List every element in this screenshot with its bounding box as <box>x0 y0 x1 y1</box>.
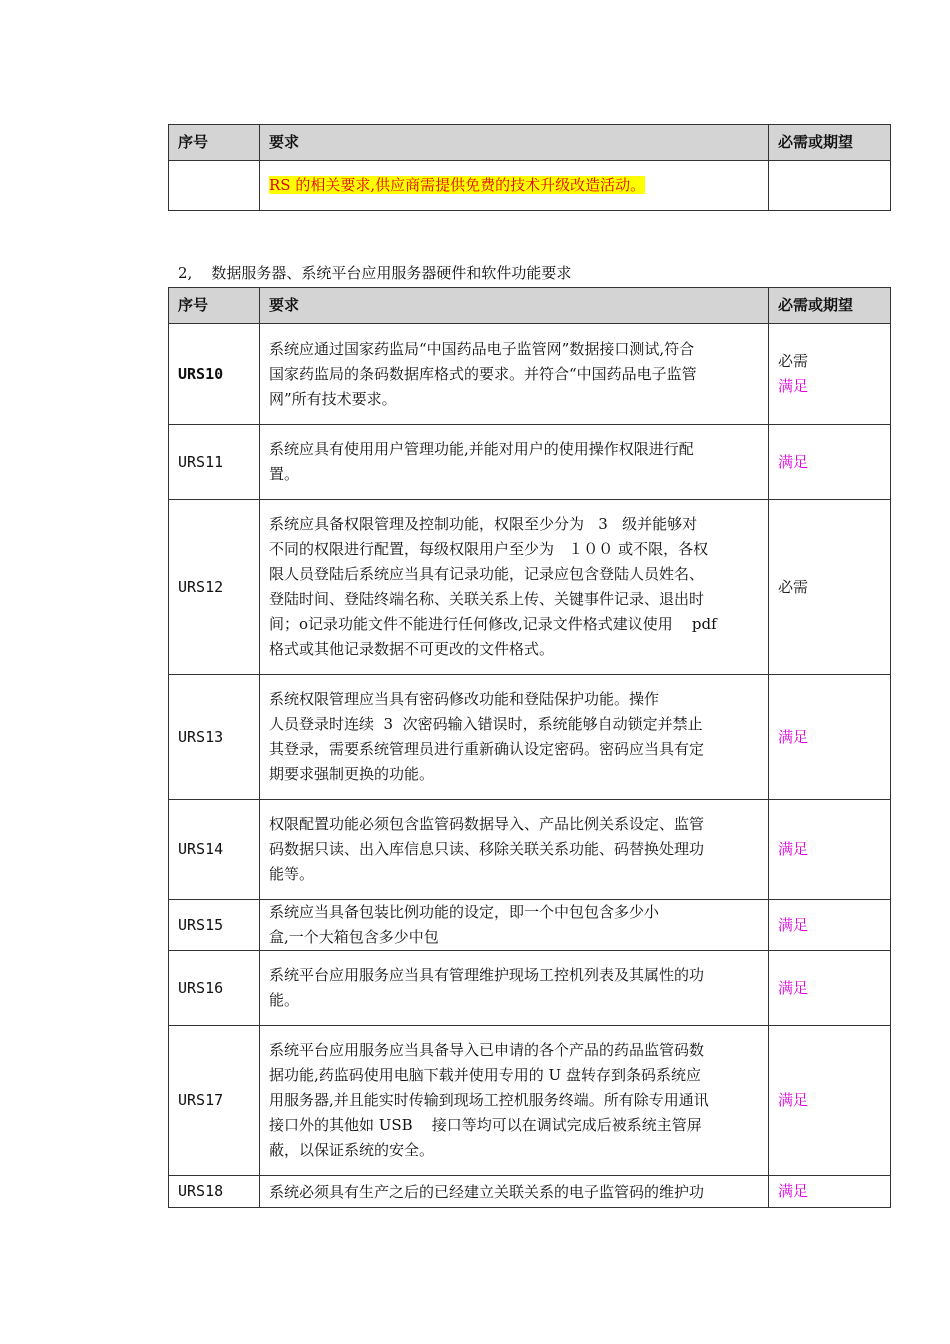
row-id <box>169 161 260 211</box>
row-id: URS17 <box>169 1026 260 1176</box>
table-header-row <box>169 125 891 161</box>
requirement-line: 系统必须具有生产之后的已经建立关联关系的电子监管码的维护功 <box>269 1183 705 1201</box>
requirement-line: 系统平台应用服务应当具备导入已申请的各个产品的药品监管码数 <box>269 1041 705 1059</box>
requirement-line: 接口外的其他如 USB 接口等均可以在调试完成后被系统主管屏 <box>269 1116 702 1134</box>
header-serial: 序号 <box>169 125 260 161</box>
row-id: URS15 <box>169 900 260 951</box>
status-text: 满足 <box>769 800 891 900</box>
requirement-line: 限人员登陆后系统应当具有记录功能，记录应包含登陆人员姓名、 <box>269 565 705 583</box>
row-id: URS12 <box>169 500 260 675</box>
requirement-line: 蔽，以保证系统的安全。 <box>269 1141 435 1159</box>
requirement-line: 间；o记录功能文件不能进行任何修改,记录文件格式建议使用 pdf <box>269 615 717 633</box>
status-text: 满足 <box>769 951 891 1026</box>
requirement-line: 系统平台应用服务应当具有管理维护现场工控机列表及其属性的功 <box>269 966 705 984</box>
row-requirement <box>260 951 769 1026</box>
table-header-row <box>169 288 891 324</box>
table-row <box>169 675 891 800</box>
table-row <box>169 1026 891 1176</box>
requirement-line: 置。 <box>269 465 300 483</box>
requirements-table-top <box>168 124 891 211</box>
requirement-line: 能等。 <box>269 865 315 883</box>
requirement-line: 据功能,药监码使用电脑下载并使用专用的 U 盘转存到条码系统应 <box>269 1066 701 1084</box>
requirement-line: 其登录，需要系统管理员进行重新确认设定密码。密码应当具有定 <box>269 740 705 758</box>
status-text: 满足 <box>769 425 891 500</box>
table-row <box>169 1176 891 1208</box>
requirement-line: 系统应具备权限管理及控制功能，权限至少分为 3 级并能够对 <box>269 515 698 533</box>
requirement-line: 人员登录时连续 3 次密码输入错误时，系统能够自动锁定并禁止 <box>269 715 703 733</box>
requirement-line: 国家药监局的条码数据库格式的要求。并符合“中国药品电子监管 <box>269 364 697 383</box>
table-row <box>169 800 891 900</box>
row-priority <box>769 324 891 425</box>
status-text: 满足 <box>769 1176 891 1208</box>
requirement-line: 网”所有技术要求。 <box>269 389 397 408</box>
requirement-line: 登陆时间、登陆终端名称、关联关系上传、关键事件记录、退出时 <box>269 590 705 608</box>
table-row <box>169 425 891 500</box>
requirement-line: 用服务器,并且能实时传输到现场工控机服务终端。所有除专用通讯 <box>269 1091 709 1109</box>
row-requirement <box>260 161 769 211</box>
highlighted-requirement-text: RS 的相关要求,供应商需提供免费的技术升级改造活动。 <box>269 176 646 194</box>
status-text: 满足 <box>769 900 891 951</box>
table-row <box>169 500 891 675</box>
row-requirement <box>260 900 769 951</box>
row-requirement <box>260 675 769 800</box>
row-requirement <box>260 800 769 900</box>
status-text: 满足 <box>769 1026 891 1176</box>
row-id: URS16 <box>169 951 260 1026</box>
section-heading: 2, 数据服务器、系统平台应用服务器硬件和软件功能要求 <box>178 264 572 282</box>
table-row <box>169 951 891 1026</box>
header-requirement: 要求 <box>260 125 769 161</box>
header-priority: 必需或期望 <box>769 288 891 324</box>
requirement-line: 系统应具有使用用户管理功能,并能对用户的使用操作权限进行配 <box>269 440 694 458</box>
row-priority: 必需 <box>769 500 891 675</box>
row-id: URS18 <box>169 1176 260 1208</box>
requirement-line: 盒,一个大箱包含多少中包 <box>269 928 439 946</box>
header-requirement: 要求 <box>260 288 769 324</box>
row-requirement <box>260 324 769 425</box>
requirement-line: 系统应通过国家药监局“中国药品电子监管网”数据接口测试,符合 <box>269 339 695 358</box>
requirement-line: 码数据只读、出入库信息只读、移除关联关系功能、码替换处理功 <box>269 840 705 858</box>
row-id: URS13 <box>169 675 260 800</box>
row-id: URS14 <box>169 800 260 900</box>
table-row <box>169 900 891 951</box>
row-requirement <box>260 1026 769 1176</box>
table-row <box>169 161 891 211</box>
row-id: URS11 <box>169 425 260 500</box>
requirements-table <box>168 287 891 1208</box>
requirement-line: 权限配置功能必须包含监管码数据导入、产品比例关系设定、监管 <box>269 815 705 833</box>
row-requirement <box>260 425 769 500</box>
table-row <box>169 324 891 425</box>
requirement-line: 能。 <box>269 991 300 1009</box>
status-text: 满足 <box>778 377 809 395</box>
requirement-line: 系统权限管理应当具有密码修改功能和登陆保护功能。操作 <box>269 690 660 708</box>
row-requirement <box>260 1176 769 1208</box>
requirement-line: 格式或其他记录数据不可更改的文件格式。 <box>269 640 555 658</box>
header-serial: 序号 <box>169 288 260 324</box>
requirement-line: 期要求强制更换的功能。 <box>269 765 435 783</box>
row-priority <box>769 161 891 211</box>
requirement-line: 系统应当具备包装比例功能的设定，即一个中包包含多少小 <box>269 903 660 921</box>
status-text: 满足 <box>769 675 891 800</box>
row-id: URS10 <box>169 324 260 425</box>
row-requirement <box>260 500 769 675</box>
requirement-line: 不同的权限进行配置，每级权限用户至少为 １００ 或不限，各权 <box>269 540 709 558</box>
priority-text: 必需 <box>778 352 809 370</box>
header-priority: 必需或期望 <box>769 125 891 161</box>
